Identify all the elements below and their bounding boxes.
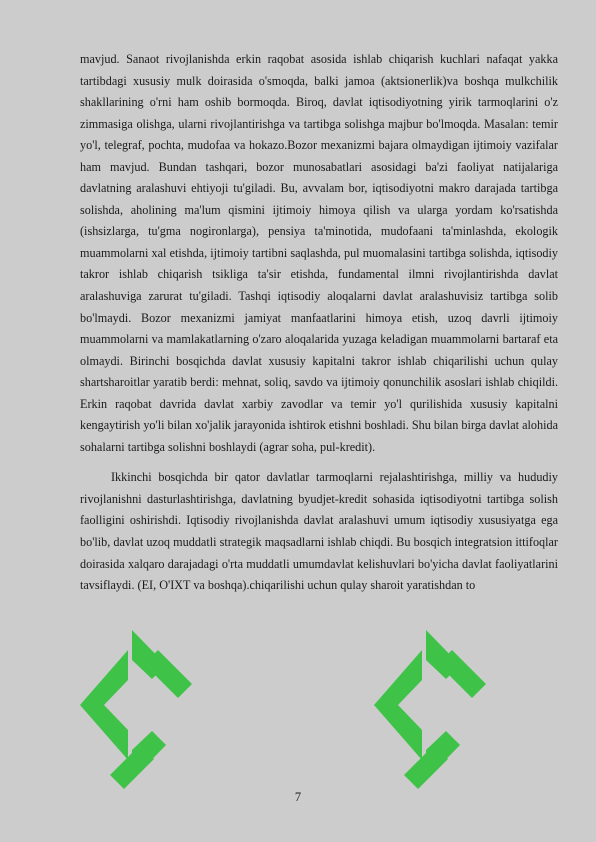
- paragraph-1: mavjud. Sanaot rivojlanishda erkin raqobat asosida ishlab chiqarish kuchlari nafaqat yakka tartibdagi xususiy mulk doirasida o'smoqda, balki jamoa (aktsionerlik)va boshqa mulkchilik shakllarining o'rni ham oshib bormoqda. Biroq, davlat iqtisodiyotning yirik tarmoqlarini o'z zimmasiga olishga, ularni rivojlantirishga va tartibga solishga majbur bo'lmoqda. Masalan: temir yo'l, telegraf, pochta, mudofaa va hokazo.Bozor mexanizmi bajara olmaydigan ijtimoiy vazifalar ham mavjud. Bundan tashqari, bozor munosabatlari asosidagi ba'zi faoliyat natijalariga davlatning aralashuvi ehtiyoji tu'giladi. Bu, avvalam bor, iqtisodiyotni makro darajada tartibga solishda, aholining ma'lum qismini ijtimoiy himoya qilish va ularga yordam ko'rsatishda (ishsizlarga, tu'gma nogironlarga), pensiya ta'minotida, mudofaani ta'minlashda, ekologik muammolarni xal etishda, ijtimoiy tartibni saqlashda, pul muomalasini tartibga solishda, iqtisodiy takror ishlab chiqarish tsikliga ta'sir etishda, fundamental ilmni rivojlantirishda davlat aralashuviga zarurat tu'giladi. Tashqi iqtisodiy aloqalarni davlat aralashuvisiz tartibga solib bo'lmaydi. Bozor mexanizmi jamiyat manfaatlarini himoya etish, uzoq davrli ijtimoiy muammolarni va mamlakatlarning o'zaro aloqalarida yuzaga keladigan muammolarni bartaraf eta olmaydi. Birinchi bosqichda davlat xususiy kapitalni takror ishlab chiqarilishi uchun qulay shartsharoitlar yaratib berdi: mehnat, soliq, savdo va ijtimoiy qonunchilik asoslari ishlab chiqildi. Erkin raqobat davrida davlat xarbiy zavodlar va temir yo'l qurilishida xususiy kapitalni kengaytirish yo'li bilan xo'jalik jarayonida ishtirok etishni boshladi. Shu bilan birga davlat alohida sohalarni tartibga solishni boshlaydi (agrar soha, pul-kredit).: [80, 52, 558, 454]
- body-text: [80, 49, 558, 597]
- watermark-left-icon: [70, 610, 210, 800]
- paragraph-2: Ikkinchi bosqichda bir qator davlatlar tarmoqlarni rejalashtirishga, milliy va hududiy rivojlanishni dasturlashtirishga, davlatning byudjet-kredit sohasida iqtisodiyotni tartibga solish faolligini oshirishdi. Iqtisodiy rivojlanishda davlat aralashuvi umum iqtisodiy xususiyatga ega bo'lib, davlat uzoq muddatli strategik maqsadlarni ishlab chiqdi. Bu bosqich integratsion ittifoqlar doirasida xalqaro darajadagi o'rta muddatli umumdavlat kelishuvlari bo'yicha davlat faoliyatlarini tavsiflaydi. (EI, O'IXT va boshqa).chiqarilishi uchun qulay sharoit yaratishdan to: [80, 470, 558, 593]
- watermark-right-icon: [360, 610, 510, 800]
- page-number: 7: [294, 790, 302, 804]
